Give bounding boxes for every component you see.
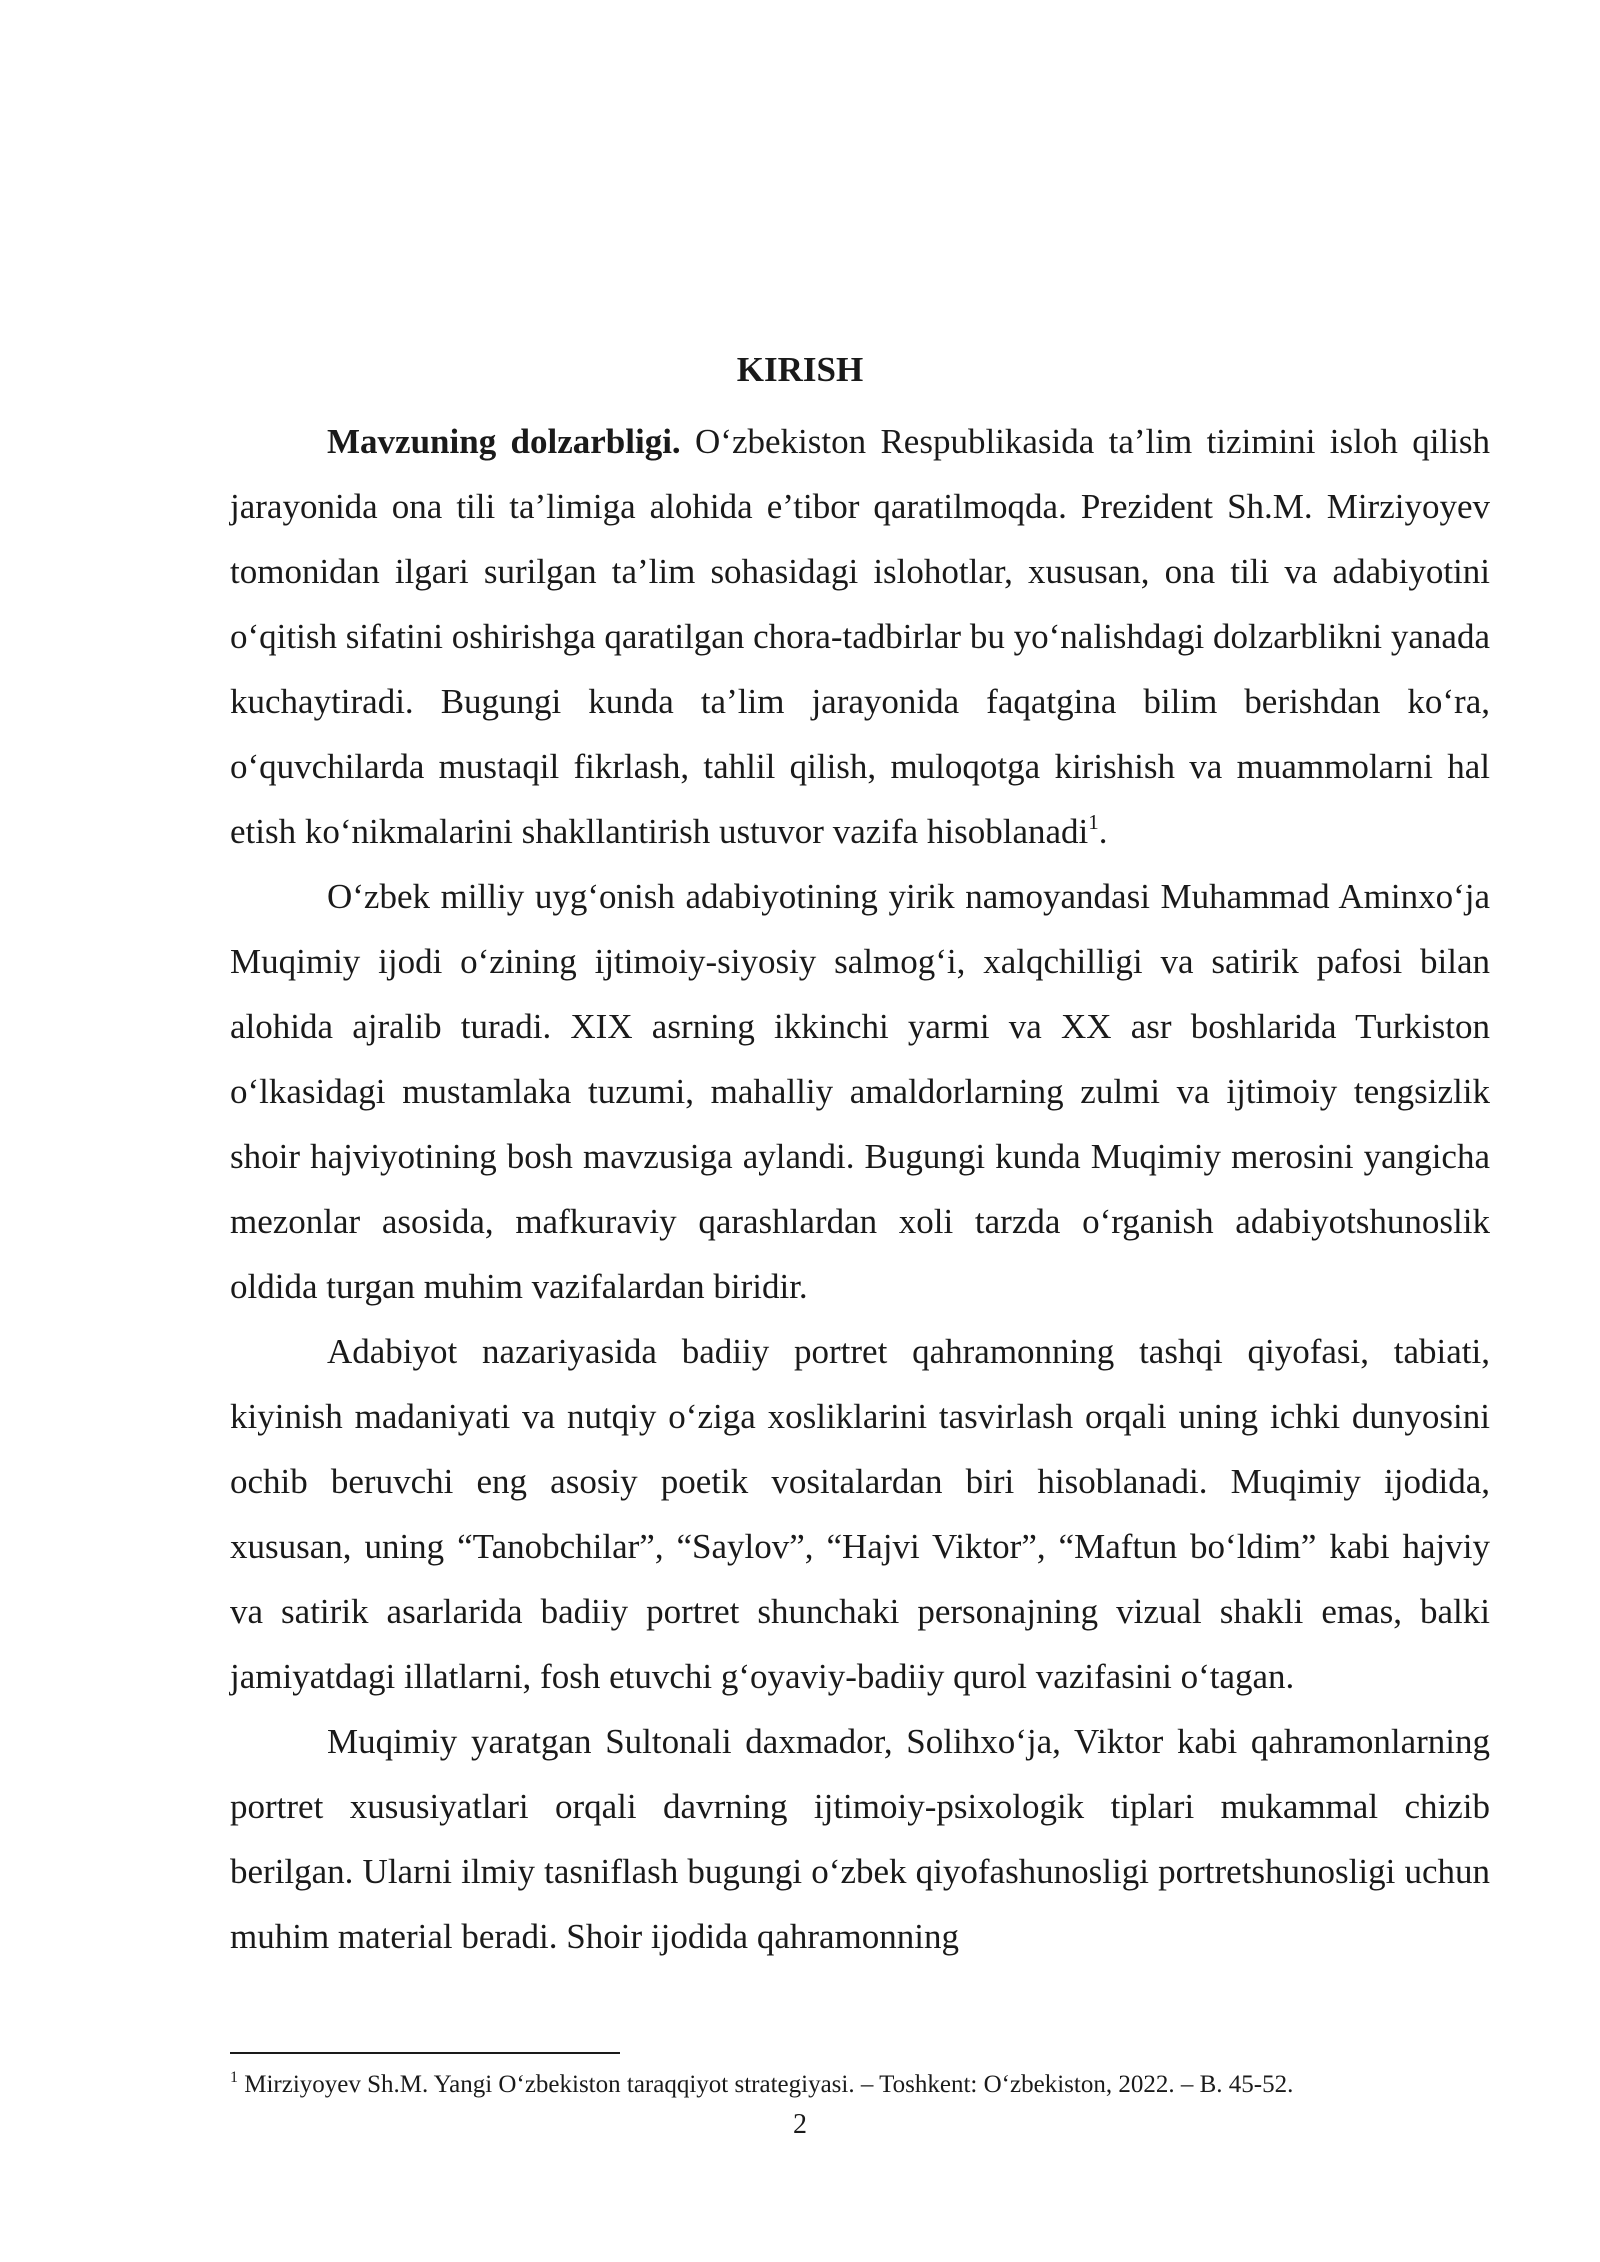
paragraph-text: O‘zbekiston Respublikasida ta’lim tizimini isloh qilish jarayonida ona tili ta’limiga alohida e’tibor qaratilmoqda. Prezident Sh.M. Mirziyoyev tomonidan ilgari surilgan ta’lim sohasidagi islohotlar, xususan, ona tili va adabiyotini o‘qitish sifatini oshirishga qaratilgan chora-tadbirlar bu yo‘nalishdagi dolzarblikni yanada kuchaytiradi. Bugungi kunda ta’lim jarayonida faqatgina bilim berishdan ko‘ra, o‘quvchilarda mustaqil fikrlash, tahlil qilish, muloqotga kirishish va muammolarni hal etish ko‘nikmalarini shakllantirish ustuvor vazifa hisoblanadi bbox=[230, 422, 1490, 851]
paragraph-1 bbox=[230, 409, 1490, 864]
footnote bbox=[230, 2068, 1490, 2102]
paragraph-3 bbox=[230, 1319, 1490, 1709]
footnote-reference[interactable]: 1 bbox=[1088, 810, 1099, 834]
paragraph-2 bbox=[230, 864, 1490, 1319]
paragraph-text: Adabiyot nazariyasida badiiy portret qahramonning tashqi qiyofasi, tabiati, kiyinish madaniyati va nutqiy o‘ziga xosliklarini tasvirlash orqali uning ichki dunyosini ochib beruvchi eng asosiy poetik vositalardan biri hisoblanadi. Muqimiy ijodida, xususan, uning “Tanobchilar”, “Saylov”, “Hajvi Viktor”, “Maftun bo‘ldim” kabi hajviy va satirik asarlarida badiiy portret shunchaki personajning vizual shakli emas, balki jamiyatdagi illatlarni, fosh etuvchi g‘oyaviy-badiiy qurol vazifasini o‘tagan. bbox=[230, 1332, 1490, 1696]
body-text bbox=[230, 409, 1490, 1969]
footnote-text: Mirziyoyev Sh.M. Yangi O‘zbekiston taraqqiyot strategiyasi. – Toshkent: O‘zbekiston, 2022. – B. 45-52. bbox=[238, 2071, 1294, 2098]
footnote-number: 1 bbox=[230, 2069, 238, 2086]
chapter-title: KIRISH bbox=[736, 350, 864, 389]
paragraph-text: O‘zbek milliy uyg‘onish adabiyotining yirik namoyandasi Muhammad Aminxo‘ja Muqimiy ijodi o‘zining ijtimoiy-siyosiy salmog‘i, xalqchilligi va satirik pafosi bilan alohida ajralib turadi. XIX asrning ikkinchi yarmi va XX asr boshlarida Turkiston o‘lkasidagi mustamlaka tuzumi, mahalliy amaldorlarning zulmi va ijtimoiy tengsizlik shoir hajviyotining bosh mavzusiga aylandi. Bugungi kunda Muqimiy merosini yangicha mezonlar asosida, mafkuraviy qarashlardan xoli tarzda o‘rganish adabiyotshunoslik oldida turgan muhim vazifalardan biridir. bbox=[230, 877, 1490, 1306]
page-number: 2 bbox=[793, 2109, 807, 2140]
paragraph-4 bbox=[230, 1709, 1490, 1969]
paragraph-text: Muqimiy yaratgan Sultonali daxmador, Solihxo‘ja, Viktor kabi qahramonlarning portret xususiyatlari orqali davrning ijtimoiy-psixologik tiplari mukammal chizib berilgan. Ularni ilmiy tasniflash bugungi o‘zbek qiyofashunosligi portretshunosligi uchun muhim material beradi. Shoir ijodida qahramonning bbox=[230, 1722, 1490, 1956]
footnote-separator bbox=[230, 2052, 620, 2054]
paragraph-lead: Mavzuning dolzarbligi. bbox=[327, 422, 681, 461]
paragraph-tail: . bbox=[1098, 812, 1108, 851]
